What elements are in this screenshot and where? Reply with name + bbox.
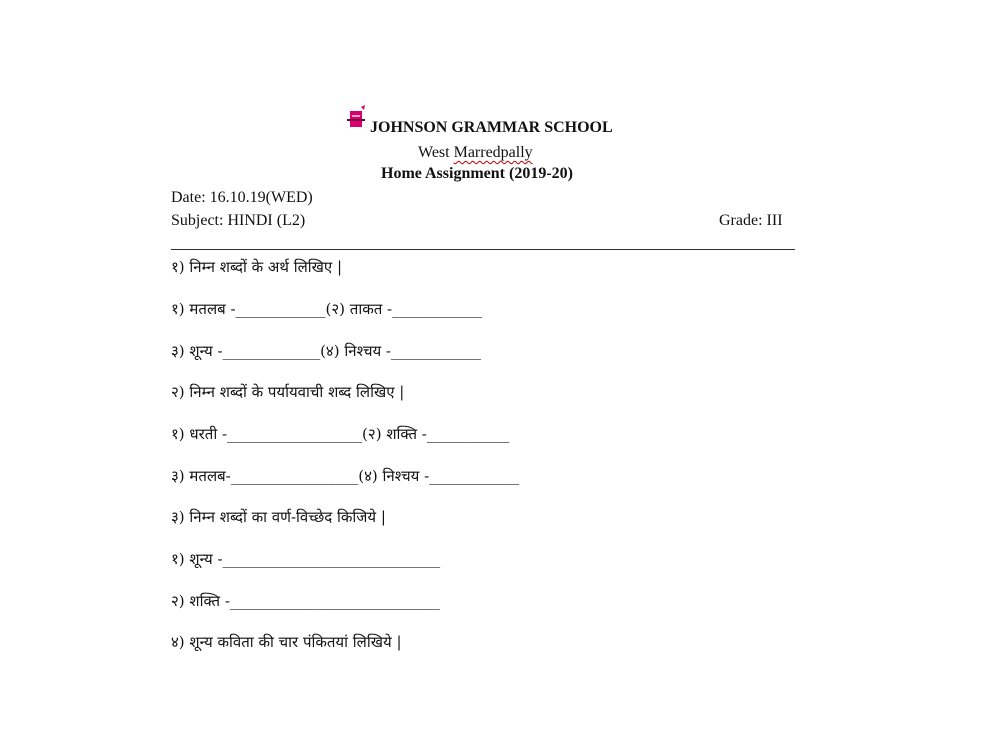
question-line: १) मतलब -____________(२) ताकत -____________ bbox=[171, 300, 483, 318]
subject-label: Subject: HINDI (L2) bbox=[171, 212, 306, 229]
section-heading-1: १) निम्न शब्दों के अर्थ लिखिए | bbox=[171, 258, 343, 276]
section-heading-4: ४) शून्य कविता की चार पंकितयां लिखिये | bbox=[171, 633, 402, 651]
question-line: ३) शून्य -_____________(४) निश्चय -____________ bbox=[171, 342, 482, 360]
location-word1: West bbox=[418, 144, 450, 161]
assignment-title: Home Assignment (2019-20) bbox=[381, 165, 573, 182]
question-line: २) शक्ति -____________________________ bbox=[171, 592, 440, 610]
school-name: JOHNSON GRAMMAR SCHOOL bbox=[370, 119, 613, 136]
section-heading-2: २) निम्न शब्दों के पर्यायवाची शब्द लिखिए | bbox=[171, 383, 405, 401]
school-logo bbox=[345, 105, 369, 133]
grade-label: Grade: III bbox=[719, 212, 783, 229]
question-line: १) शून्य -_____________________________ bbox=[171, 550, 441, 568]
location-word2: Marredpally bbox=[453, 144, 533, 161]
header-divider bbox=[171, 249, 795, 250]
school-location bbox=[418, 144, 533, 162]
question-line: १) धरती -__________________(२) शक्ति -___________ bbox=[171, 425, 510, 443]
question-line: ३) मतलब-_________________(४) निश्चय -____________ bbox=[171, 467, 520, 485]
section-heading-3: ३) निम्न शब्दों का वर्ण-विच्छेद किजिये | bbox=[171, 508, 386, 526]
assignment-date: Date: 16.10.19(WED) bbox=[171, 189, 313, 206]
